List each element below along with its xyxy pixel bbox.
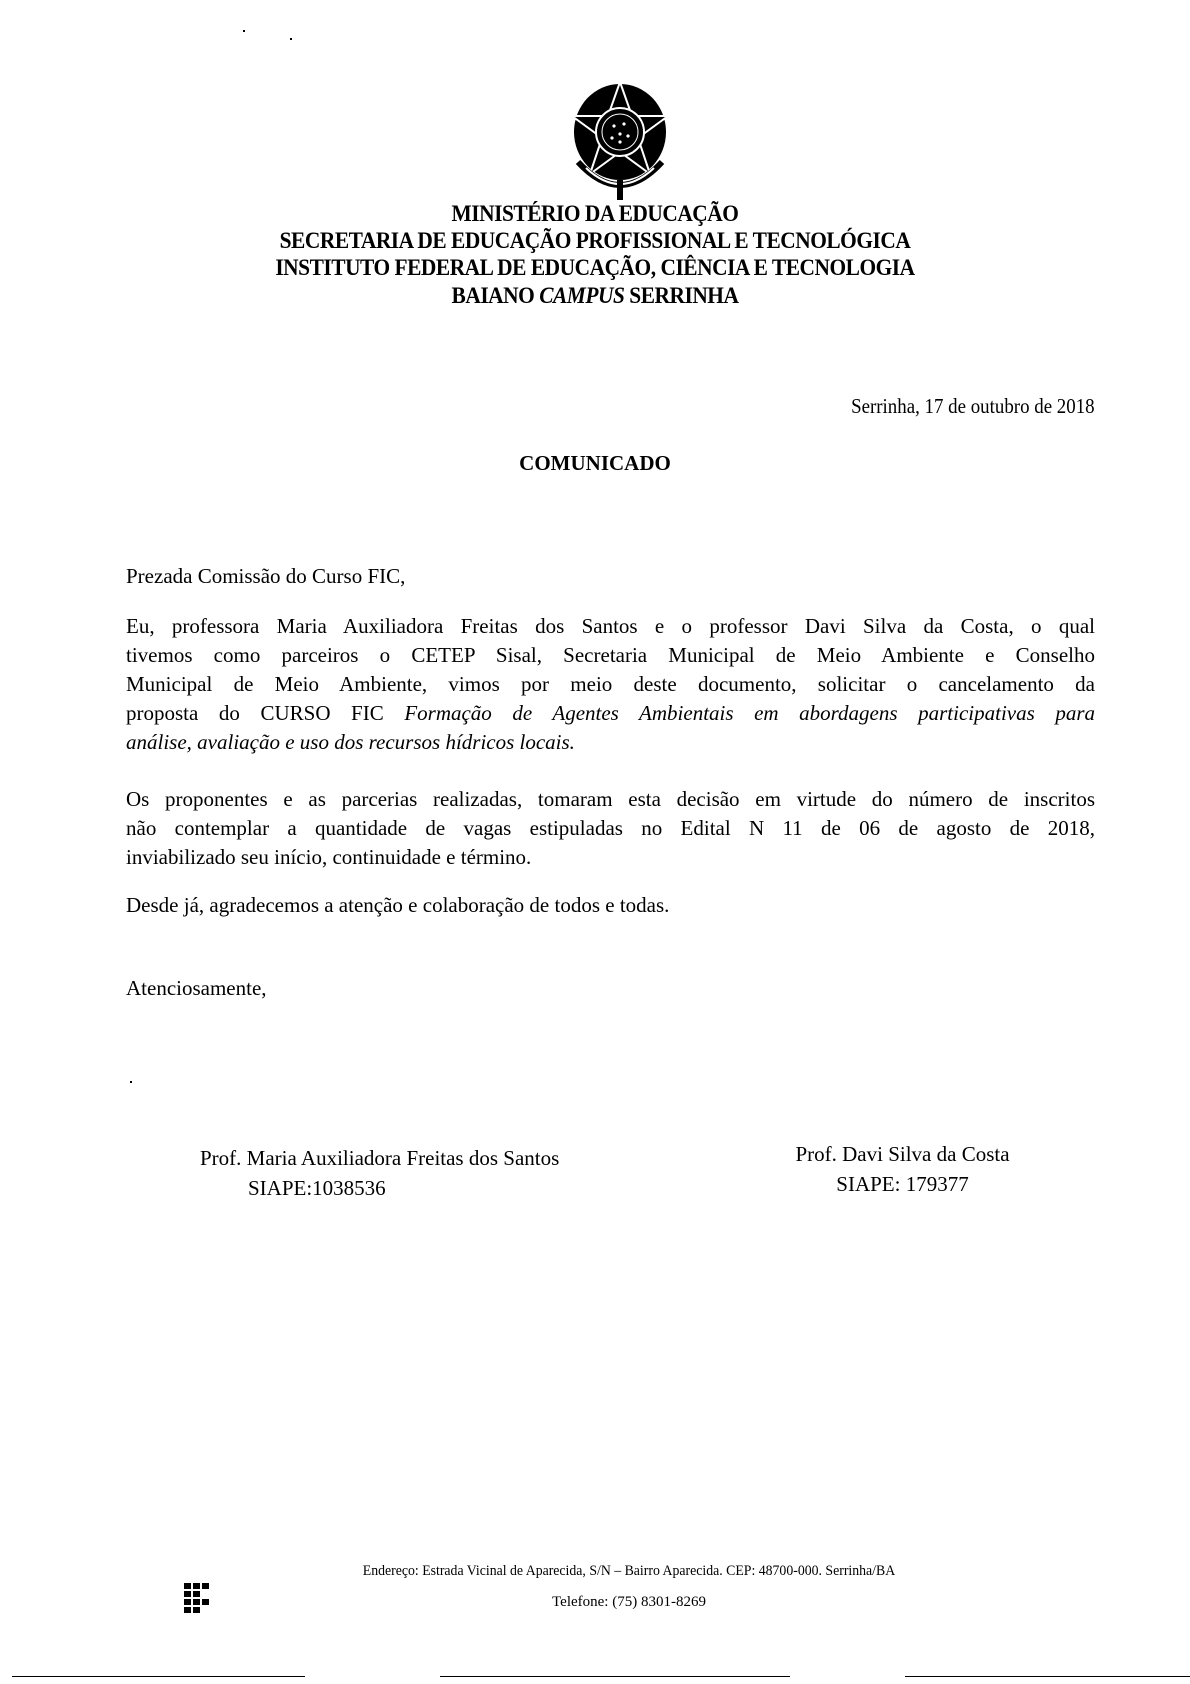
scan-speck bbox=[290, 38, 292, 40]
document-date: Serrinha, 17 de outubro de 2018 bbox=[851, 394, 1095, 418]
footer-phone: Telefone: (75) 8301-8269 bbox=[552, 1594, 706, 1610]
footer-divider bbox=[440, 1676, 790, 1677]
header-secretariat: SECRETARIA DE EDUCAÇÃO PROFISSIONAL E TECNOLÓGICA bbox=[279, 228, 911, 253]
header-institute: INSTITUTO FEDERAL DE EDUCAÇÃO, CIÊNCIA E TECNOLOGIA bbox=[275, 255, 915, 280]
signature-block-2 bbox=[770, 1139, 1035, 1199]
brazil-coat-of-arms-icon bbox=[566, 76, 674, 202]
header-campus-suffix: SERRINHA bbox=[629, 283, 739, 308]
paragraph-request bbox=[126, 612, 1095, 757]
scan-speck bbox=[243, 30, 245, 32]
paragraph-line: inviabilizado seu início, continuidade e término. bbox=[126, 845, 532, 869]
paragraph-line bbox=[126, 699, 1095, 728]
signature-siape: SIAPE:1038536 bbox=[248, 1176, 386, 1200]
paragraph-line: Os proponentes e as parcerias realizadas, tomaram esta decisão em virtude do número de inscritos bbox=[126, 787, 1095, 811]
paragraph-reason bbox=[126, 785, 1095, 872]
course-prefix: proposta do CURSO FIC bbox=[126, 701, 384, 725]
scan-speck bbox=[130, 1081, 132, 1083]
header-ministry: MINISTÉRIO DA EDUCAÇÃO bbox=[451, 201, 739, 226]
course-title-cont: análise, avaliação e uso dos recursos hídricos locais. bbox=[126, 730, 575, 754]
paragraph-line bbox=[126, 728, 1095, 757]
header-campus-italic: CAMPUS bbox=[539, 283, 625, 308]
salutation: Prezada Comissão do Curso FIC, bbox=[126, 564, 406, 588]
header-campus-prefix: BAIANO bbox=[451, 283, 535, 308]
footer-divider bbox=[12, 1676, 305, 1677]
document-title: COMUNICADO bbox=[519, 451, 671, 475]
paragraph-line: não contemplar a quantidade de vagas estipuladas no Edital N 11 de 06 de agosto de 2018, bbox=[126, 816, 1095, 840]
course-title: Formação de Agentes Ambientais em abordagens participativas para bbox=[404, 701, 1095, 725]
footer-address: Endereço: Estrada Vicinal de Aparecida, S/N – Bairro Aparecida. CEP: 48700-000. Serrinha/BA bbox=[362, 1563, 896, 1579]
if-baiano-logo-icon bbox=[184, 1583, 210, 1615]
closing: Atenciosamente, bbox=[126, 976, 267, 1000]
signature-block-1 bbox=[200, 1143, 625, 1203]
paragraph-line: Municipal de Meio Ambiente, vimos por meio deste documento, solicitar o cancelamento da bbox=[126, 672, 1095, 696]
signature-siape: SIAPE: 179377 bbox=[836, 1172, 969, 1196]
signature-name: Prof. Maria Auxiliadora Freitas dos Santos bbox=[200, 1146, 560, 1170]
header-campus bbox=[42, 282, 1149, 309]
paragraph-thanks: Desde já, agradecemos a atenção e colaboração de todos e todas. bbox=[126, 893, 670, 917]
signature-name: Prof. Davi Silva da Costa bbox=[795, 1142, 1010, 1166]
paragraph-line: tivemos como parceiros o CETEP Sisal, Secretaria Municipal de Meio Ambiente e Conselho bbox=[126, 643, 1095, 667]
footer-divider bbox=[905, 1676, 1190, 1677]
paragraph-line: Eu, professora Maria Auxiliadora Freitas dos Santos e o professor Davi Silva da Costa, o qual bbox=[126, 614, 1095, 638]
